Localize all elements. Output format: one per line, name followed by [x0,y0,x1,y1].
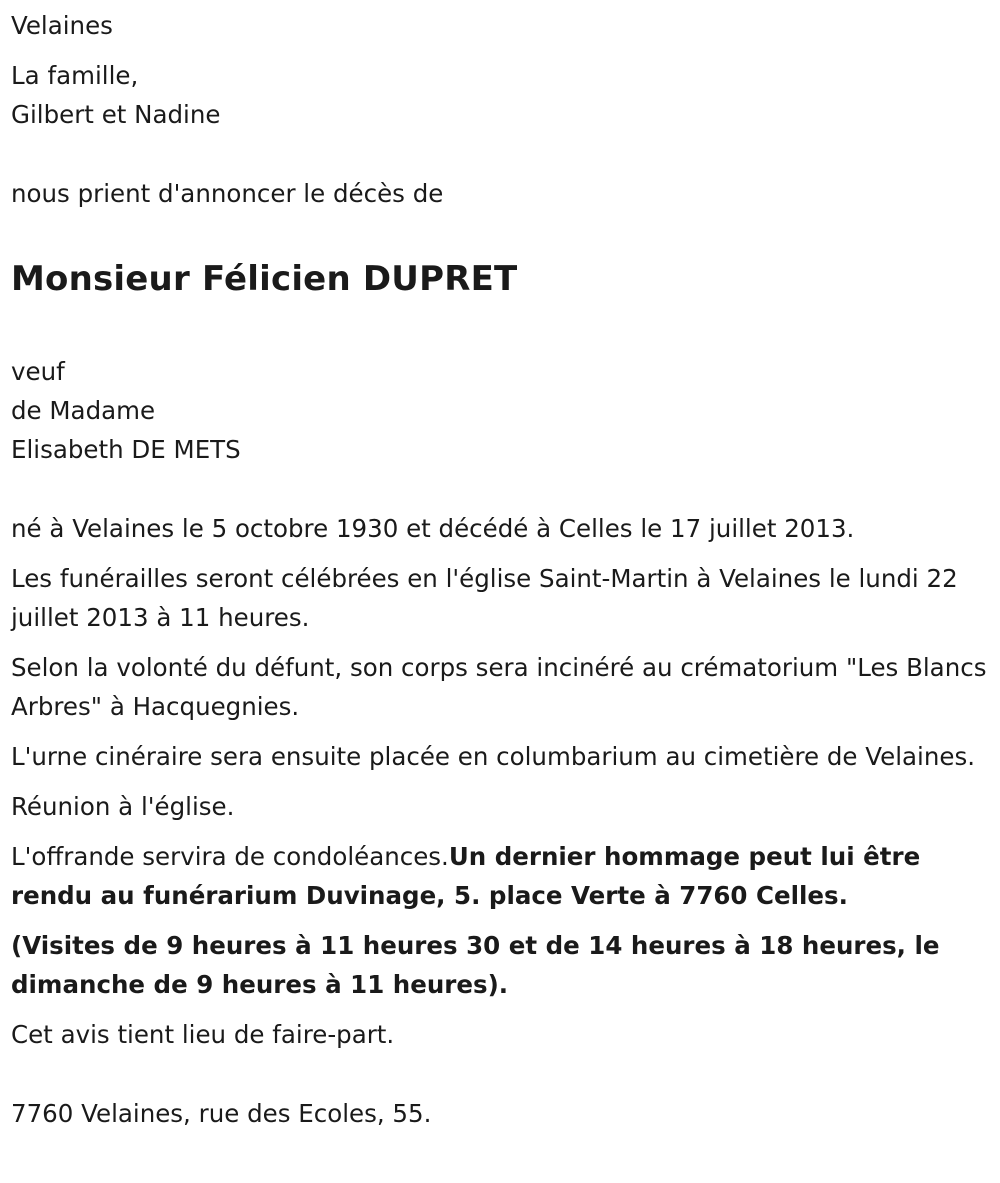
announcement-text: nous prient d'annoncer le décès de [11,179,444,208]
spouse-name: Elisabeth DE METS [11,435,241,464]
widow-status: veuf [11,357,65,386]
deceased-name: Monsieur Félicien DUPRET [11,259,518,299]
cremation-text: Selon la volonté du défunt, son corps sera incinéré au crématorium "Les Blancs Arbres" à Hacquegnies. [11,653,987,721]
offering-paragraph [11,837,996,915]
obituary-notice [11,6,996,1133]
visits-text: (Visites de 9 heures à 11 heures 30 et de 14 heures à 18 heures, le dimanche de 9 heures à 11 heures). [11,931,940,999]
widow-of: de Madame [11,396,156,425]
birth-death-text: né à Velaines le 5 octobre 1930 et décédé à Celles le 17 juillet 2013. [11,514,855,543]
meeting-text: Réunion à l'église. [11,792,235,821]
family-names: Gilbert et Nadine [11,100,221,129]
funeral-text: Les funérailles seront célébrées en l'église Saint-Martin à Velaines le lundi 22 juillet 2013 à 11 heures. [11,564,958,632]
address-text: 7760 Velaines, rue des Ecoles, 55. [11,1099,432,1128]
family-line: La famille, [11,61,139,90]
tribute-text: Un dernier hommage peut lui être rendu au funérarium Duvinage, 5. place Verte à 7760 Celles. [11,842,921,910]
closing-text: Cet avis tient lieu de faire-part. [11,1020,395,1049]
place-header: Velaines [11,11,113,40]
offering-text: L'offrande servira de condoléances. [11,842,449,871]
urn-text: L'urne cinéraire sera ensuite placée en columbarium au cimetière de Velaines. [11,742,975,771]
